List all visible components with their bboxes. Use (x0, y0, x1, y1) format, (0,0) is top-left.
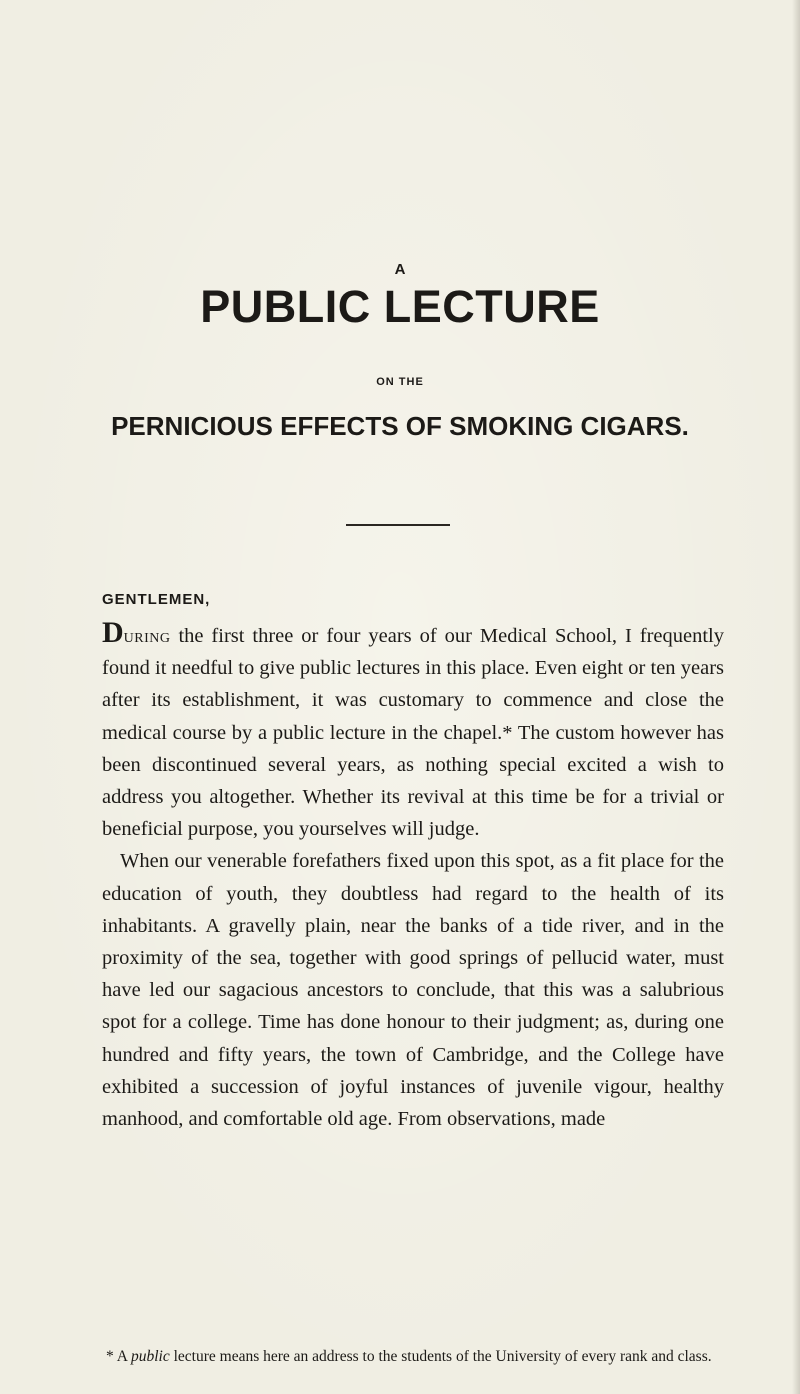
paragraph-1-text: the first three or four years of our Medical School, I frequently found it needful to give public lectures in this place. Even eight or ten years after its establishment, it was customary to commence and close the medical course by a public lecture in the chapel.* The custom however has been discontinued several years, as nothing special excited a wish to address you altogether. Whether its revival at this time be for a trivial or beneficial purpose, you yourselves will judge. (102, 625, 724, 841)
footnote-text: lecture means here an address to the students of the University of every rank and class. (169, 1348, 712, 1365)
page-edge-shadow (792, 0, 800, 1394)
page-subtitle: PERNICIOUS EFFECTS OF SMOKING CIGARS. (111, 411, 689, 441)
footnote (102, 1347, 732, 1367)
footnote-marker: * A (106, 1348, 131, 1365)
page-title: PUBLIC LECTURE (200, 281, 600, 332)
paragraph-2: When our venerable forefathers fixed upon this spot, as a fit place for the education of youth, they doubtless had regard to the health of its inhabitants. A gravelly plain, near the banks of a tide river, and in the proximity of the sea, together with good springs of pellucid water, must have led our sagacious ancestors to conclude, that this was a salubrious spot for a college. Time has done honour to their judgment; as, during one hundred and fifty years, the town of Cambridge, and the College have exhibited a succession of joyful instances of juvenile vigour, healthy manhood, and comfortable old age. From observations, made (102, 850, 724, 1131)
section-divider (346, 524, 450, 526)
opening-word: uring (123, 625, 171, 647)
footnote-italic: public (130, 1348, 170, 1365)
paragraph-1 (102, 616, 724, 845)
title-connector: ON THE (376, 376, 424, 388)
salutation: GENTLEMEN, (102, 591, 211, 608)
body-text (102, 616, 724, 1135)
title-article: A (394, 261, 406, 278)
drop-cap: D (102, 616, 124, 649)
